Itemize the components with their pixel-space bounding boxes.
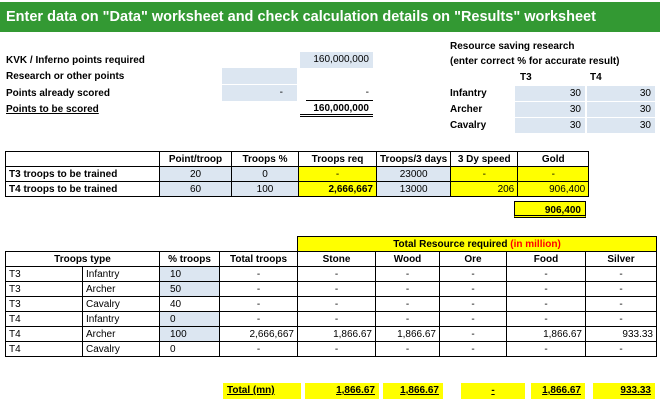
speed-cell: - <box>451 167 518 182</box>
empty-cell <box>83 237 160 252</box>
ore-cell: - <box>440 282 507 297</box>
table-row <box>6 182 589 197</box>
troops-3days-cell[interactable]: 23000 <box>377 167 451 182</box>
points-to-be-scored-label: Points to be scored <box>6 104 99 115</box>
total-cell: - <box>220 312 298 327</box>
pct-cell: 40 <box>160 297 220 312</box>
pct-cell: 0 <box>160 342 220 357</box>
resource-table <box>5 236 657 357</box>
tier-cell: T3 <box>6 297 83 312</box>
wood-cell: 1,866.67 <box>376 327 440 342</box>
silver-cell: - <box>586 267 657 282</box>
gold-cell: 906,400 <box>518 182 589 197</box>
header-cell <box>6 152 160 167</box>
stone-cell: - <box>298 342 376 357</box>
research-t4-input[interactable]: 30 <box>587 118 655 133</box>
header-cell: Troops/3 days <box>377 152 451 167</box>
gold-total: 906,400 <box>514 201 586 218</box>
research-col-t4: T4 <box>590 72 602 83</box>
header-cell: Troops type <box>6 252 160 267</box>
ore-cell: - <box>440 327 507 342</box>
research-col-t3: T3 <box>520 72 532 83</box>
tier-cell: T3 <box>6 282 83 297</box>
header-cell: Ore <box>440 252 507 267</box>
research-points-input[interactable] <box>222 68 297 84</box>
kvk-points-input[interactable]: 160,000,000 <box>300 52 373 68</box>
group-header-row <box>6 237 657 252</box>
wood-cell: - <box>376 342 440 357</box>
group-title-text: Total Resource required <box>393 238 508 250</box>
point-per-troop-cell[interactable]: 60 <box>160 182 232 197</box>
totals-label: Total (mn) <box>223 383 301 399</box>
food-cell: - <box>507 282 586 297</box>
wood-cell: - <box>376 267 440 282</box>
total-cell: - <box>220 297 298 312</box>
tier-cell: T4 <box>6 327 83 342</box>
tier-cell: T4 <box>6 312 83 327</box>
type-cell: Cavalry <box>83 342 160 357</box>
table-row <box>6 327 657 342</box>
kvk-points-label: KVK / Inferno points required <box>6 55 145 66</box>
pct-cell[interactable]: 100 <box>160 327 220 342</box>
ore-cell: - <box>440 297 507 312</box>
research-title: Resource saving research <box>450 41 575 52</box>
troops-table <box>5 151 589 197</box>
page-banner: Enter data on "Data" worksheet and check calculation details on "Results" worksheet <box>0 2 660 32</box>
points-already-scored-label: Points already scored <box>6 88 110 99</box>
food-cell: - <box>507 342 586 357</box>
table-row <box>6 267 657 282</box>
total-food: 1,866.67 <box>531 383 585 399</box>
table-row <box>6 312 657 327</box>
research-row-label: Infantry <box>450 88 487 99</box>
type-cell: Infantry <box>83 312 160 327</box>
header-cell: Stone <box>298 252 376 267</box>
research-row-label: Archer <box>450 104 483 115</box>
total-ore: - <box>461 383 525 399</box>
table-row <box>6 282 657 297</box>
stone-cell: - <box>298 267 376 282</box>
row-label: T3 troops to be trained <box>6 167 160 182</box>
header-cell: Troops % <box>232 152 299 167</box>
point-per-troop-cell[interactable]: 20 <box>160 167 232 182</box>
header-cell: Gold <box>518 152 589 167</box>
header-cell: Silver <box>586 252 657 267</box>
table-header-row <box>6 152 589 167</box>
research-t3-input[interactable]: 30 <box>515 118 585 133</box>
ore-cell: - <box>440 267 507 282</box>
research-subtitle: (enter correct % for accurate result) <box>450 56 620 67</box>
research-t4-input[interactable]: 30 <box>587 102 655 117</box>
research-t4-input[interactable]: 30 <box>587 86 655 101</box>
total-stone: 1,866.67 <box>305 383 379 399</box>
pct-cell[interactable]: 50 <box>160 282 220 297</box>
silver-cell: - <box>586 282 657 297</box>
empty-cell <box>6 237 83 252</box>
food-cell: - <box>507 312 586 327</box>
total-silver: 933.33 <box>593 383 655 399</box>
header-cell: % troops <box>160 252 220 267</box>
row-label: T4 troops to be trained <box>6 182 160 197</box>
pct-cell[interactable]: 0 <box>160 312 220 327</box>
header-cell: Troops req <box>299 152 377 167</box>
wood-cell: - <box>376 312 440 327</box>
food-cell: - <box>507 267 586 282</box>
food-cell: 1,866.67 <box>507 327 586 342</box>
header-cell: 3 Dy speed <box>451 152 518 167</box>
silver-cell: 933.33 <box>586 327 657 342</box>
empty-cell <box>220 237 298 252</box>
points-already-total: - <box>306 85 373 101</box>
total-cell: 2,666,667 <box>220 327 298 342</box>
header-cell: Wood <box>376 252 440 267</box>
ore-cell: - <box>440 312 507 327</box>
troops-3days-cell[interactable]: 13000 <box>377 182 451 197</box>
table-row <box>6 297 657 312</box>
table-row <box>6 167 589 182</box>
empty-cell <box>160 237 220 252</box>
research-row-label: Cavalry <box>450 120 487 131</box>
silver-cell: - <box>586 297 657 312</box>
gold-cell: - <box>518 167 589 182</box>
stone-cell: - <box>298 312 376 327</box>
troops-pct-cell[interactable]: 0 <box>232 167 299 182</box>
type-cell: Archer <box>83 327 160 342</box>
silver-cell: - <box>586 312 657 327</box>
pct-cell[interactable]: 10 <box>160 267 220 282</box>
research-t3-input[interactable]: 30 <box>515 102 585 117</box>
food-cell: - <box>507 297 586 312</box>
troops-req-cell: - <box>299 167 377 182</box>
silver-cell: - <box>586 342 657 357</box>
stone-cell: - <box>298 297 376 312</box>
type-cell: Archer <box>83 282 160 297</box>
wood-cell: - <box>376 297 440 312</box>
total-cell: - <box>220 282 298 297</box>
header-cell: Food <box>507 252 586 267</box>
total-cell: - <box>220 267 298 282</box>
troops-pct-cell[interactable]: 100 <box>232 182 299 197</box>
wood-cell: - <box>376 282 440 297</box>
research-t3-input[interactable]: 30 <box>515 86 585 101</box>
ore-cell: - <box>440 342 507 357</box>
points-to-be-scored-value: 160,000,000 <box>300 101 373 117</box>
total-cell: - <box>220 342 298 357</box>
troops-req-cell: 2,666,667 <box>299 182 377 197</box>
points-already-scored-input[interactable]: - <box>222 85 297 101</box>
table-header-row <box>6 252 657 267</box>
stone-cell: - <box>298 282 376 297</box>
header-cell: Point/troop <box>160 152 232 167</box>
research-points-label: Research or other points <box>6 71 125 82</box>
type-cell: Cavalry <box>83 297 160 312</box>
speed-cell: 206 <box>451 182 518 197</box>
total-wood: 1,866.67 <box>383 383 443 399</box>
tier-cell: T3 <box>6 267 83 282</box>
header-cell: Total troops <box>220 252 298 267</box>
table-row <box>6 342 657 357</box>
tier-cell: T4 <box>6 342 83 357</box>
stone-cell: 1,866.67 <box>298 327 376 342</box>
type-cell: Infantry <box>83 267 160 282</box>
resource-group-title <box>298 237 657 252</box>
group-title-suffix: (in million) <box>510 238 561 250</box>
